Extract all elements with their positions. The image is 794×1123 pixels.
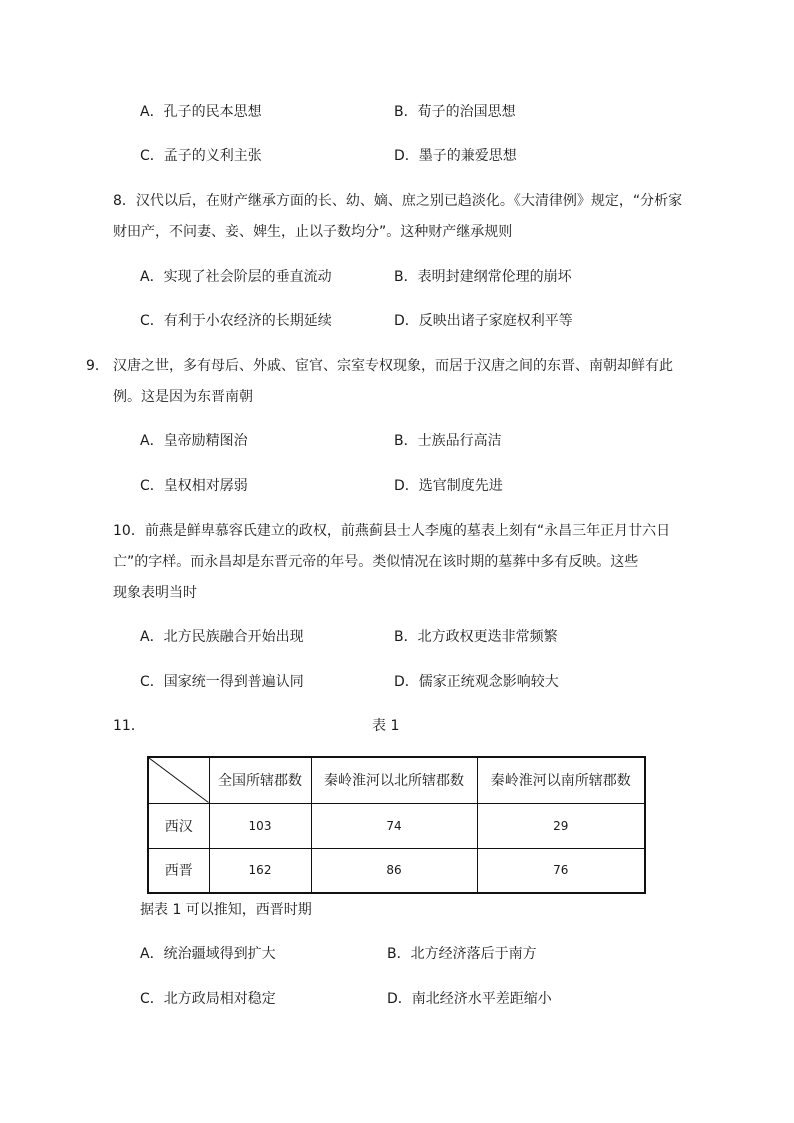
q11-option-c: C．北方政局相对稳定 <box>140 991 276 1007</box>
q10-stem-line2: 亡”的字样。而永昌却是东晋元帝的年号。类似情况在该时期的墓葬中多有反映。这些 <box>113 554 639 570</box>
q10-option-c: C．国家统一得到普遍认同 <box>140 674 304 690</box>
header-north-count: 秦岭淮河以北所辖郡数 <box>311 757 477 803</box>
cell-xijin-national: 162 <box>209 848 311 893</box>
table-row <box>148 848 645 893</box>
table-title: 表 1 <box>372 718 400 734</box>
q11-option-a: A．统治疆域得到扩大 <box>140 946 276 962</box>
cell-xijin-north: 86 <box>311 848 477 893</box>
q8-option-d: D．反映出诸子家庭权利平等 <box>394 313 573 329</box>
q9-option-a: A．皇帝励精图治 <box>140 433 248 449</box>
q9-number: 9． <box>86 358 109 374</box>
q10-stem-line3: 现象表明当时 <box>113 585 197 601</box>
q9-option-d: D．选官制度先进 <box>394 478 503 494</box>
cell-xihan-north: 74 <box>311 803 477 848</box>
q10-stem-line1: 10．前燕是鲜卑慕容氏建立的政权，前燕蓟县士人李廆的墓表上刻有“永昌三年正月廿六日 <box>113 523 671 539</box>
q9-stem-line2: 例。这是因为东晋南朝 <box>113 389 253 405</box>
q9-option-b: B．士族品行高洁 <box>394 433 502 449</box>
q10-option-d: D．儒家正统观念影响较大 <box>394 674 559 690</box>
q10-option-b: B．北方政权更迭非常频繁 <box>394 629 558 645</box>
q8-stem-line1: 8．汉代以后，在财产继承方面的长、幼、嫡、庶之别已趋淡化。《大清律例》规定，“分析家 <box>113 193 683 209</box>
q11-option-b: B．北方经济落后于南方 <box>387 946 537 962</box>
q8-stem-line2: 财田产，不问妻、妾、婢生，止以子数均分”。这种财产继承规则 <box>113 224 513 240</box>
cell-xihan-national: 103 <box>209 803 311 848</box>
q11-option-d: D．南北经济水平差距缩小 <box>387 991 552 1007</box>
q11-number: 11． <box>113 718 145 734</box>
q7-option-b: B．荀子的治国思想 <box>394 104 516 120</box>
q9-option-c: C．皇权相对孱弱 <box>140 478 248 494</box>
q7-option-a: A．孔子的民本思想 <box>140 104 262 120</box>
cell-xihan-south: 29 <box>477 803 645 848</box>
diagonal-divider <box>149 758 209 803</box>
q7-option-d: D．墨子的兼爱思想 <box>394 148 517 164</box>
q8-option-a: A．实现了社会阶层的垂直流动 <box>140 269 332 285</box>
q8-option-b: B．表明封建纲常伦理的崩坏 <box>394 269 572 285</box>
table-row <box>148 803 645 848</box>
row-label-xijin: 西晋 <box>148 848 209 893</box>
cell-xijin-south: 76 <box>477 848 645 893</box>
q11-data-table <box>147 756 646 894</box>
q10-option-a: A．北方民族融合开始出现 <box>140 629 304 645</box>
table-corner-cell <box>148 757 209 803</box>
q11-stem: 据表 1 可以推知，西晋时期 <box>140 902 312 918</box>
header-national-count: 全国所辖郡数 <box>209 757 311 803</box>
q7-option-c: C．孟子的义利主张 <box>140 148 262 164</box>
row-label-xihan: 西汉 <box>148 803 209 848</box>
q8-option-c: C．有利于小农经济的长期延续 <box>140 313 332 329</box>
header-south-count: 秦岭淮河以南所辖郡数 <box>477 757 645 803</box>
table-header-row <box>148 757 645 803</box>
q9-stem-line1: 汉唐之世，多有母后、外戚、宦官、宗室专权现象，而居于汉唐之间的东晋、南朝却鲜有此 <box>113 358 673 374</box>
